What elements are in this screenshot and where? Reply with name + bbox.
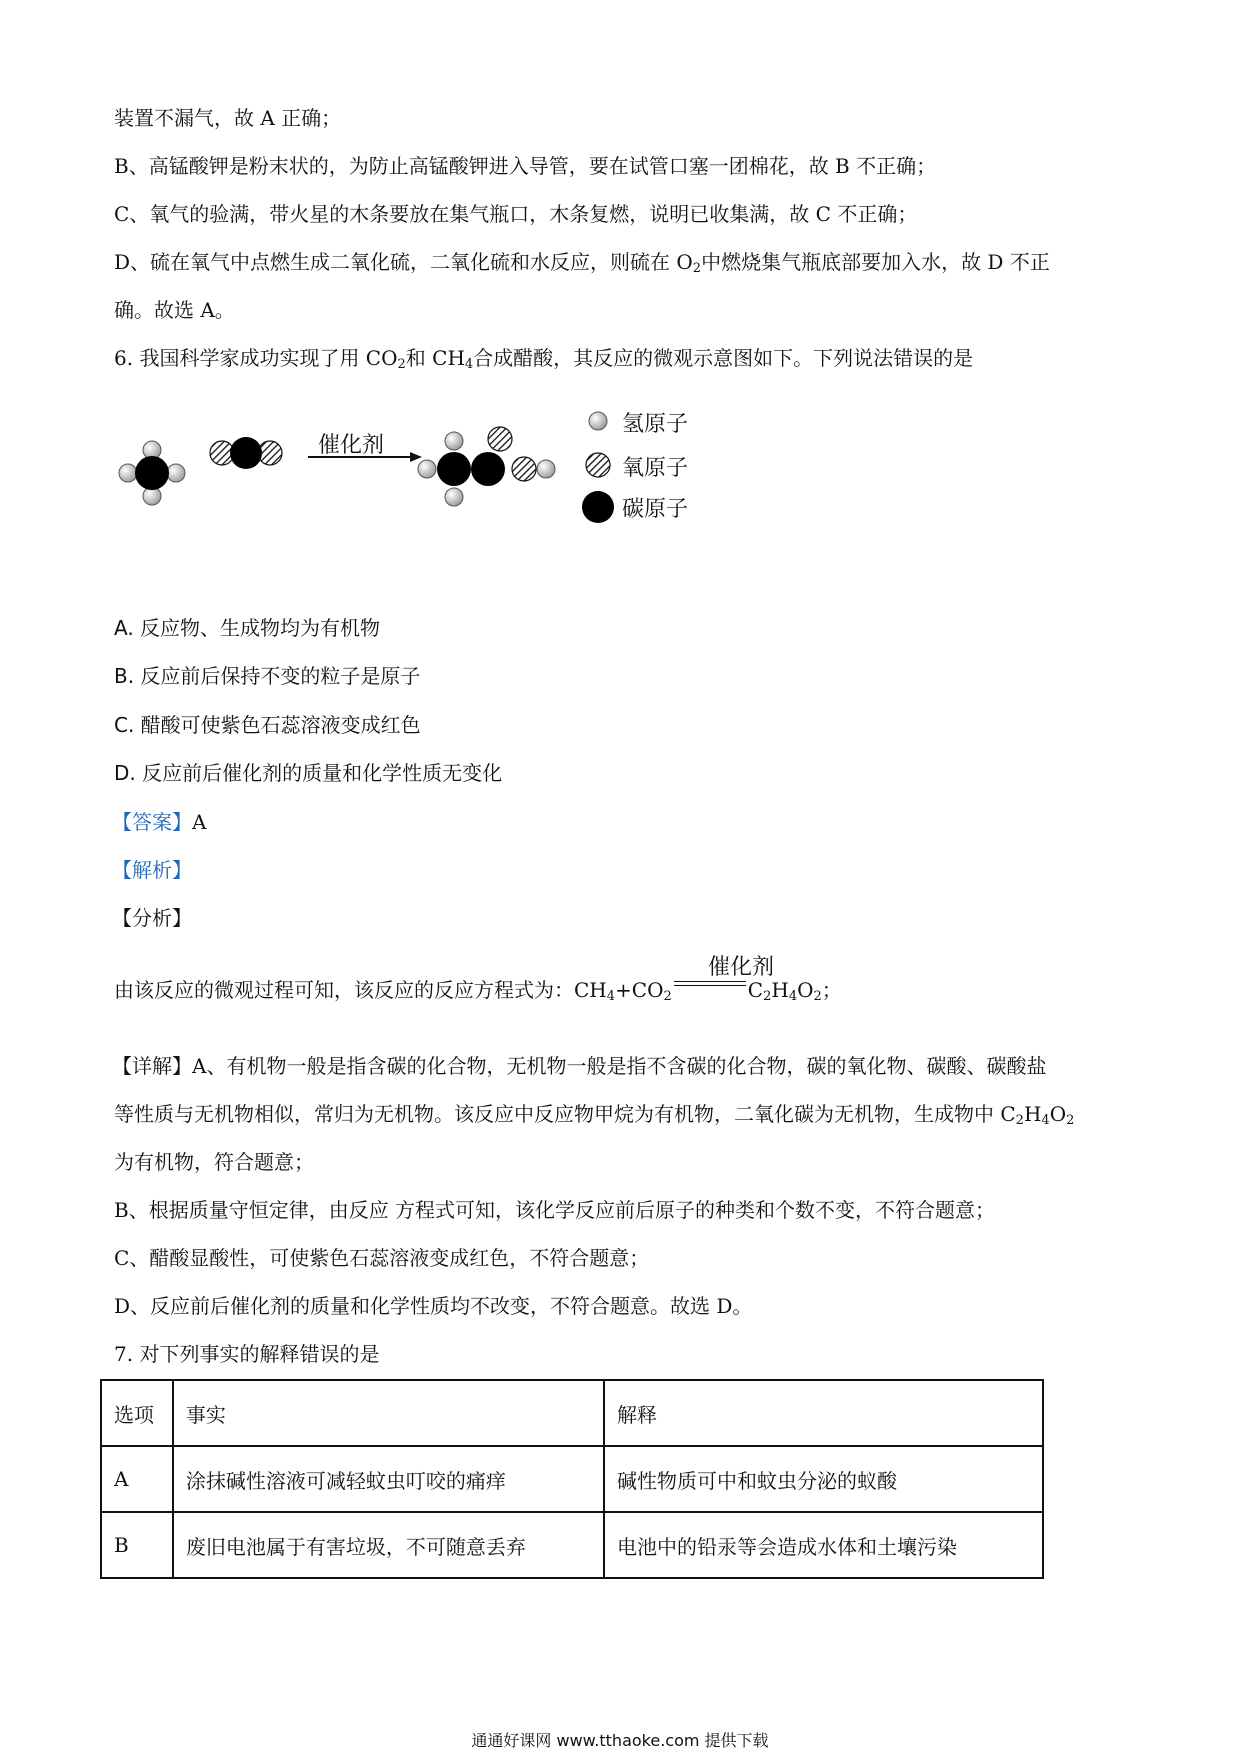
text-line-5: 确。故选 A。: [114, 298, 235, 322]
sub-2: 2: [397, 357, 406, 372]
answer-line: [112, 808, 206, 836]
legend-hydrogen: 氢原子: [622, 412, 689, 437]
answer-value: A: [192, 810, 207, 834]
methane-molecule: [119, 441, 185, 505]
sub-4: 4: [788, 989, 798, 1004]
equation-line: [114, 976, 842, 1011]
question-7-stem: 7. 对下列事实的解释错误的是: [114, 1342, 380, 1366]
detail-text-2a: 等性质与无机物相似，常归为无机物。该反应中反应物甲烷为有机物，二氧化碳为无机物，生成物中 C: [114, 1102, 1016, 1126]
legend-oxygen: 氧原子: [622, 456, 689, 481]
sub-4: 4: [1041, 1113, 1050, 1128]
sub-2: 2: [763, 989, 772, 1004]
product-c: C: [747, 978, 764, 1002]
product-h: H: [771, 978, 789, 1002]
table-row: [101, 1446, 1043, 1512]
equation-end: ；: [821, 978, 842, 1002]
q6-stem-c: 合成醋酸，其反应的微观示意图如下。下列说法错误的是: [473, 346, 974, 370]
legend-carbon: 碳原子: [622, 497, 689, 522]
option-d: D. 反应前后催化剂的质量和化学性质无变化: [114, 761, 503, 785]
sub-4: 4: [606, 989, 616, 1004]
question-6-stem: [114, 344, 973, 379]
analysis-tag: 【解析】: [112, 858, 192, 882]
equation-intro: 由该反应的微观过程可知，该反应的反应方程式为：CH: [114, 978, 607, 1002]
detail-tag: 【详解】: [112, 1054, 192, 1078]
text-line-4-b: 中燃烧集气瓶底部要加入水，故 D 不正: [701, 250, 1050, 274]
detail-line-2: [114, 1100, 1074, 1135]
detail-line-1: [112, 1052, 1046, 1080]
oxygen-atom-icon: [586, 453, 610, 477]
detail-line-4: B、根据质量守恒定律，由反应 方程式可知，该化学反应前后原子的种类和个数不变，不符合题意；: [114, 1198, 996, 1222]
detail-line-5: C、醋酸显酸性，可使紫色石蕊溶液变成红色，不符合题意；: [114, 1246, 650, 1270]
facts-table: [100, 1379, 1044, 1579]
page-footer: 通通好课网 www.tthaoke.com 提供下载: [471, 1731, 769, 1750]
table-row: [101, 1512, 1043, 1578]
catalyst-label: 催化剂: [318, 433, 385, 458]
text-line-1: 装置不漏气，故 A 正确；: [114, 106, 342, 130]
header-explanation: 解释: [604, 1380, 1043, 1446]
text-line-2: B、高锰酸钾是粉末状的，为防止高锰酸钾进入导管，要在试管口塞一团棉花，故 B 不正确；: [114, 154, 937, 178]
sub-2: 2: [692, 261, 702, 276]
q6-stem-a: 6. 我国科学家成功实现了用 CO: [114, 346, 398, 370]
table-header-row: [101, 1380, 1043, 1446]
detail-text-2c: O: [1049, 1102, 1067, 1126]
option-a: A. 反应物、生成物均为有机物: [114, 616, 381, 640]
sub-4: 4: [464, 357, 474, 372]
product-o: O: [797, 978, 814, 1002]
row-option: B: [101, 1512, 173, 1578]
legend: [582, 412, 614, 523]
equation-catalyst-label: 催化剂: [708, 955, 775, 980]
sub-2: 2: [663, 989, 672, 1004]
header-option: 选项: [101, 1380, 173, 1446]
equation-plus: +CO: [615, 978, 664, 1002]
row-fact: 废旧电池属于有害垃圾，不可随意丢弃: [173, 1512, 604, 1578]
row-explanation: 电池中的铅汞等会造成水体和土壤污染: [604, 1512, 1043, 1578]
acetic-acid-molecule: [418, 427, 555, 506]
sub-2: 2: [813, 989, 822, 1004]
option-b: B. 反应前后保持不变的粒子是原子: [114, 664, 421, 688]
detail-text-1: A、有机物一般是指含碳的化合物，无机物一般是指不含碳的化合物，碳的氧化物、碳酸、碳酸盐: [192, 1054, 1047, 1078]
text-line-4: [114, 248, 1050, 283]
hydrogen-atom-icon: [589, 412, 607, 430]
text-line-3: C、氧气的验满，带火星的木条要放在集气瓶口，木条复燃，说明已收集满，故 C 不正确；: [114, 202, 918, 226]
sub-2: 2: [1066, 1113, 1075, 1128]
fenxi-tag: 【分析】: [112, 906, 192, 930]
text-line-4-a: D、硫在氧气中点燃生成二氧化硫，二氧化硫和水反应，则硫在 O: [114, 250, 693, 274]
q6-stem-b: 和 CH: [405, 346, 465, 370]
detail-line-6: D、反应前后催化剂的质量和化学性质均不改变，不符合题意。故选 D。: [114, 1294, 753, 1318]
row-explanation: 碱性物质可中和蚊虫分泌的蚁酸: [604, 1446, 1043, 1512]
sub-2: 2: [1015, 1113, 1024, 1128]
carbon-dioxide-molecule: [210, 437, 282, 469]
option-c: C. 醋酸可使紫色石蕊溶液变成红色: [114, 713, 421, 737]
detail-line-3: 为有机物，符合题意；: [114, 1150, 314, 1174]
carbon-atom-icon: [582, 491, 614, 523]
detail-text-2b: H: [1023, 1102, 1042, 1126]
row-fact: 涂抹碱性溶液可减轻蚊虫叮咬的痛痒: [173, 1446, 604, 1512]
row-option: A: [101, 1446, 173, 1512]
answer-tag: 【答案】: [112, 810, 192, 834]
header-fact: 事实: [173, 1380, 604, 1446]
